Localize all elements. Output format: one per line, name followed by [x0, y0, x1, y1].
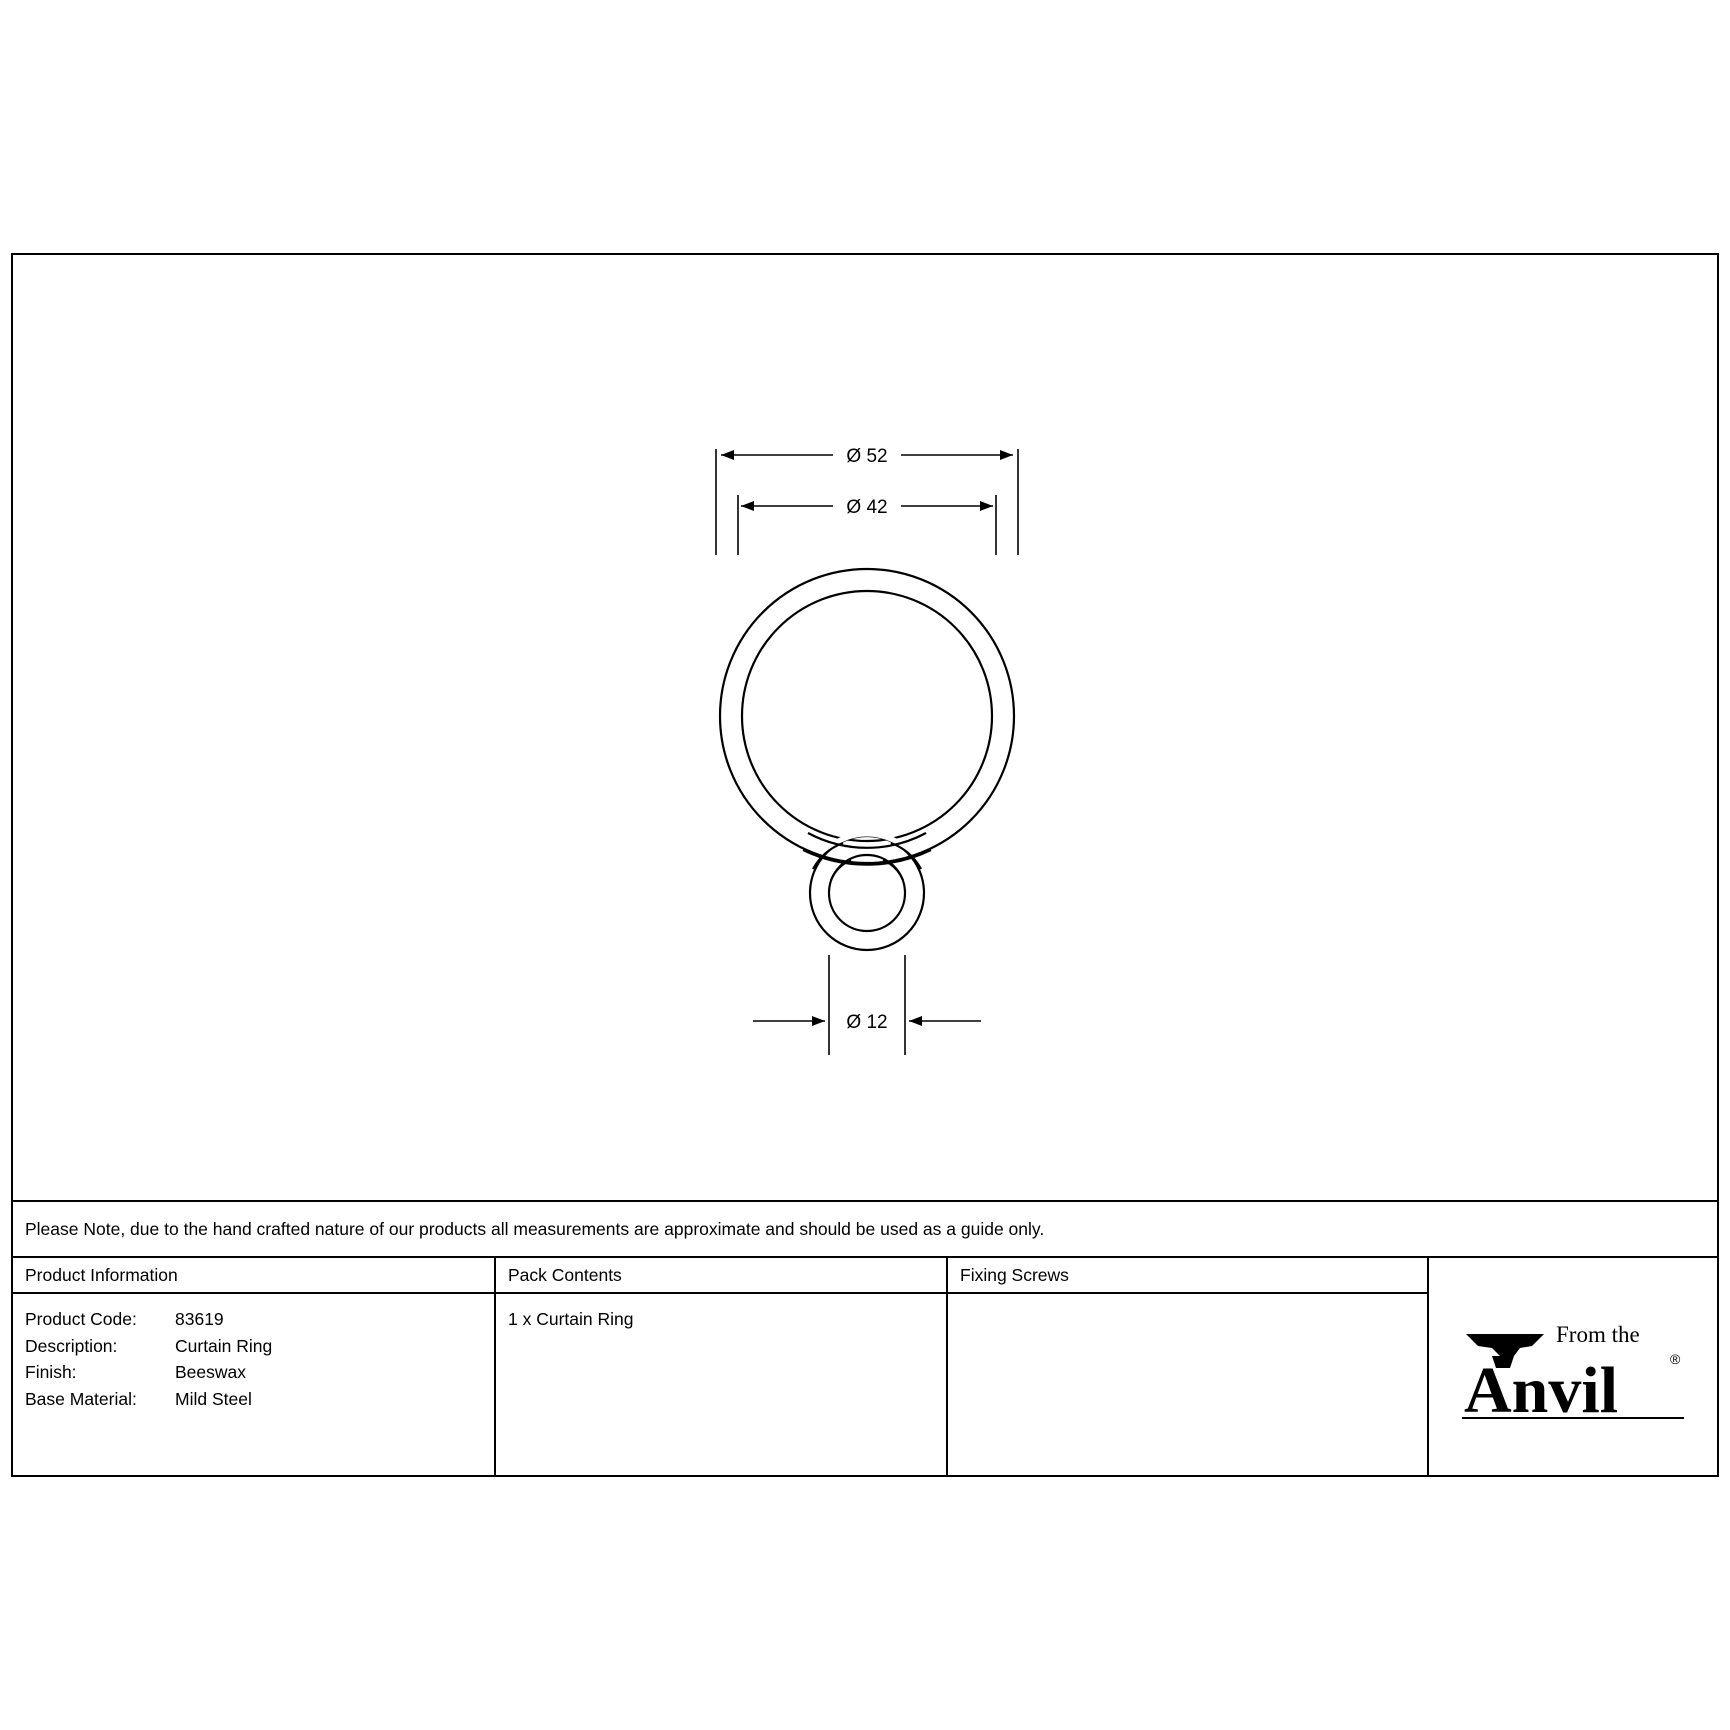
spec-value-product-code: 83619 — [175, 1309, 224, 1329]
spec-label-base-material: Base Material: — [25, 1388, 137, 1409]
spec-row-base-material — [25, 1386, 482, 1413]
spec-row-product-code — [25, 1306, 482, 1333]
product-information-body — [13, 1294, 494, 1412]
product-drawing — [13, 255, 1721, 1200]
pack-contents-item: 1 x Curtain Ring — [508, 1309, 634, 1329]
pack-contents-body — [496, 1294, 946, 1333]
curtain-ring-outer-circle — [720, 569, 1014, 863]
spec-label-product-code: Product Code: — [25, 1309, 137, 1329]
dimension-label-outer-diameter: Ø 52 — [846, 446, 888, 467]
fixing-screws-header: Fixing Screws — [948, 1258, 1427, 1294]
product-information-header: Product Information — [13, 1258, 494, 1294]
spec-label-description: Description: — [25, 1335, 118, 1356]
measurement-note: Please Note, due to the hand crafted nature of our products all measurements are approximate and should be used as a guide only. — [25, 1218, 1045, 1239]
logo-line1: From the — [1556, 1321, 1640, 1347]
spec-row-finish — [25, 1359, 482, 1386]
spec-value-base-material: Mild Steel — [175, 1388, 252, 1409]
spec-label-finish: Finish: — [25, 1362, 77, 1383]
drawing-area — [13, 255, 1717, 1200]
pack-contents-column — [496, 1258, 948, 1477]
spec-value-description: Curtain Ring — [175, 1335, 273, 1356]
ring-overlap-mask — [825, 831, 909, 855]
fixing-screws-body — [948, 1294, 1427, 1306]
logo-line2: Anvil — [1464, 1353, 1619, 1427]
anvil-shape-icon — [1466, 1334, 1544, 1356]
brand-logo — [1429, 1258, 1717, 1477]
spec-row-description — [25, 1333, 482, 1360]
dimension-label-small-ring-diameter: Ø 12 — [846, 1012, 888, 1033]
brand-logo-column — [1429, 1258, 1717, 1477]
info-table — [13, 1256, 1717, 1477]
logo-registered-mark: ® — [1670, 1350, 1681, 1367]
product-information-column — [13, 1258, 496, 1477]
technical-drawing-sheet — [11, 253, 1719, 1477]
note-row — [13, 1200, 1717, 1256]
anvil-logo-icon — [1448, 1308, 1698, 1428]
spec-value-finish: Beeswax — [175, 1362, 247, 1383]
curtain-ring-inner-circle — [742, 591, 992, 841]
dimension-label-inner-diameter: Ø 42 — [846, 497, 888, 518]
fixing-screws-column — [948, 1258, 1429, 1477]
pack-contents-header: Pack Contents — [496, 1258, 946, 1294]
